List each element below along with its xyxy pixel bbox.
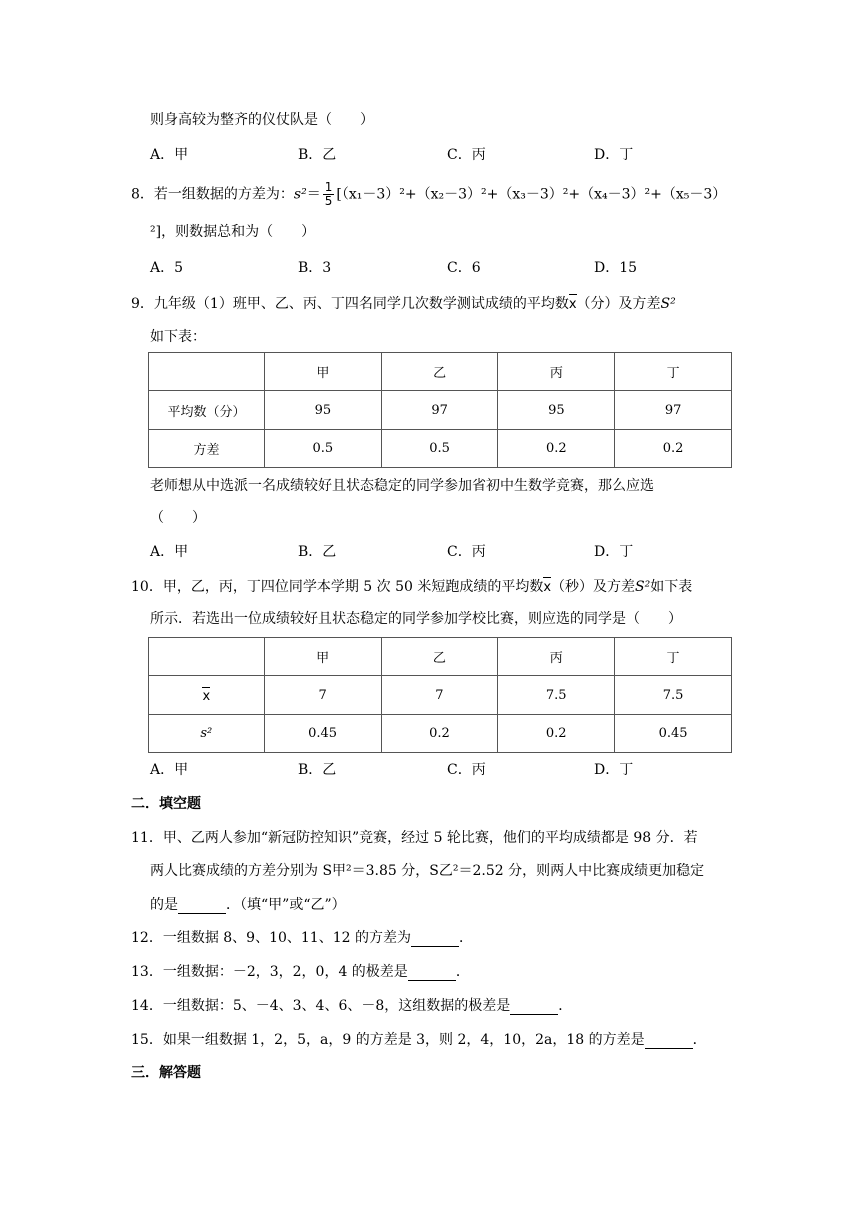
q15-answer-blank[interactable] (645, 1034, 693, 1049)
table-row (149, 715, 732, 753)
q10-cell: 7.5 (615, 676, 732, 715)
q10-option-c[interactable]: C．丙 (447, 762, 486, 778)
q7-option-d[interactable]: D．丁 (594, 147, 634, 163)
q9-option-d[interactable]: D．丁 (594, 544, 634, 560)
q7-option-a[interactable]: A．甲 (150, 147, 189, 163)
q10-line1-a: 10．甲，乙，丙，丁四位同学本学期 5 次 50 米短跑成绩的平均数 (131, 579, 544, 595)
q11-line3 (150, 896, 346, 914)
q9-after1: 老师想从中选派一名成绩较好且状态稳定的同学参加省初中生数学竞赛，那么应选 (150, 478, 654, 494)
q8-line1: 8．若一组数据的方差为：s²＝ $\frac{1}{5}$ [（x₁－3）²+（x₂－3）²+（x₃－3）²+（x₄－3）²+（x₅－3） (131, 180, 727, 208)
q10-line2: 所示．若选出一位成绩较好且状态稳定的同学参加学校比赛，则应选的同学是（ ） (150, 611, 682, 627)
q9-cell: 0.2 (615, 430, 732, 468)
q10-option-b[interactable]: B．乙 (298, 762, 337, 778)
q9-after2: （ ） (150, 510, 206, 526)
q9-cell: 97 (615, 391, 732, 430)
q9-line1-a: 9．九年级（1）班甲、乙、丙、丁四名同学几次数学测试成绩的平均数 (131, 296, 569, 312)
q9-cell: 97 (381, 391, 498, 430)
q10-cell: 0.45 (264, 715, 381, 753)
q8-frac-den: 5 (324, 194, 333, 208)
q10-th-ding: 丁 (615, 638, 732, 676)
q10-S2: S² (635, 579, 651, 595)
q9-table (148, 352, 732, 468)
q9-option-c[interactable]: C．丙 (447, 544, 486, 560)
q10-option-d[interactable]: D．丁 (594, 762, 634, 778)
q12-line (131, 929, 473, 947)
q11-line3-b: ．（填“甲”或“乙”） (226, 897, 346, 913)
q9-line1 (131, 294, 676, 314)
q13-text: 13．一组数据：－2，3，2，0，4 的极差是 (131, 964, 408, 980)
q8-option-c[interactable]: C．6 (447, 260, 481, 276)
q8-fraction (323, 181, 335, 208)
q8-body: [（x₁－3）²+（x₂－3）²+（x₃－3）²+（x₄－3）²+（x₅－3） (336, 186, 727, 203)
q9-cell: 0.5 (265, 430, 382, 468)
q9-table-header (149, 353, 732, 391)
q10-th-jia: 甲 (264, 638, 381, 676)
q10-cell: 0.2 (381, 715, 498, 753)
q10-cell: 7 (381, 676, 498, 715)
q12-answer-blank[interactable] (411, 932, 459, 947)
q14-line (131, 997, 572, 1015)
q13-line (131, 963, 470, 981)
q9-option-a[interactable]: A．甲 (150, 544, 189, 560)
q9-option-b[interactable]: B．乙 (298, 544, 337, 560)
q11-line1: 11．甲、乙两人参加“新冠防控知识”竞赛，经过 5 轮比赛，他们的平均成绩都是 98 分．若 (131, 830, 698, 846)
q14-end: ． (558, 998, 573, 1014)
q10-line1-c: 如下表 (650, 579, 693, 595)
q9-cell: 95 (265, 391, 382, 430)
q9-th-bing: 丙 (498, 353, 615, 391)
table-row (149, 676, 732, 715)
q7-option-c[interactable]: C．丙 (447, 147, 486, 163)
q9-th-yi: 乙 (381, 353, 498, 391)
q9-S2: S² (660, 296, 676, 312)
q10-option-a[interactable]: A．甲 (150, 762, 189, 778)
q9-th-ding: 丁 (615, 353, 732, 391)
q10-xbar-symbol: x (543, 577, 551, 597)
q14-answer-blank[interactable] (510, 1000, 558, 1015)
q10-row-label-xbar (149, 676, 265, 715)
q10-th-yi: 乙 (381, 638, 498, 676)
q15-end: ． (692, 1032, 707, 1048)
q9-cell: 0.2 (498, 430, 615, 468)
q10-cell: 7.5 (498, 676, 615, 715)
q10-cell: 0.45 (615, 715, 732, 753)
q10-line1-b: （秒）及方差 (551, 579, 636, 595)
q15-line (131, 1031, 707, 1049)
q13-end: ． (455, 964, 470, 980)
q10-th-empty (149, 638, 265, 676)
q9-cell: 平均数（分） (149, 391, 265, 430)
q14-text: 14．一组数据：5、－4、3、4、6、－8，这组数据的极差是 (131, 998, 511, 1014)
section-fill-in-heading: 二．填空题 (131, 796, 201, 812)
table-row (149, 391, 732, 430)
q10-th-bing: 丙 (498, 638, 615, 676)
table-row (149, 430, 732, 468)
q10-table-header (149, 638, 732, 676)
q10-table (148, 637, 732, 753)
q7-option-b[interactable]: B．乙 (298, 147, 337, 163)
q8-lead: 8．若一组数据的方差为： (131, 186, 294, 203)
q8-line2: ²]，则数据总和为（ ） (150, 224, 316, 240)
q8-option-a[interactable]: A．5 (150, 260, 184, 276)
q9-line2: 如下表： (150, 329, 206, 345)
q8-option-d[interactable]: D．15 (594, 260, 638, 276)
q9-xbar-symbol: x (569, 294, 577, 314)
q13-answer-blank[interactable] (408, 966, 456, 981)
q9-cell: 方差 (149, 430, 265, 468)
q9-line1-b: （分）及方差 (576, 296, 661, 312)
q10-s2-label: s² (200, 726, 213, 741)
q7-tail: 则身高较为整齐的仪仗队是（ ） (150, 112, 374, 128)
q15-text: 15．如果一组数据 1，2，5，a，9 的方差是 3，则 2，4，10，2a，18 的方差是 (131, 1032, 645, 1048)
q10-cell: 0.2 (498, 715, 615, 753)
q11-line2: 两人比赛成绩的方差分别为 S甲²＝3.85 分，S乙²＝2.52 分，则两人中比赛成绩更加稳定 (150, 863, 705, 879)
section-answer-heading: 三．解答题 (131, 1065, 201, 1081)
q9-cell: 95 (498, 391, 615, 430)
q8-option-b[interactable]: B．3 (298, 260, 332, 276)
q9-cell: 0.5 (381, 430, 498, 468)
q9-th-empty (149, 353, 265, 391)
q10-line1 (131, 577, 692, 597)
q8-frac-num: 1 (324, 180, 333, 194)
q10-row-label-s2 (149, 715, 265, 753)
q9-th-jia: 甲 (265, 353, 382, 391)
q11-line3-a: 的是 (150, 897, 178, 913)
q11-answer-blank[interactable] (178, 899, 226, 914)
q12-end: ． (458, 930, 473, 946)
q8-s2: s² (293, 186, 307, 203)
q10-xbar-label: x (202, 688, 211, 704)
q10-cell: 7 (264, 676, 381, 715)
q12-text: 12．一组数据 8、9、10、11、12 的方差为 (131, 930, 411, 946)
